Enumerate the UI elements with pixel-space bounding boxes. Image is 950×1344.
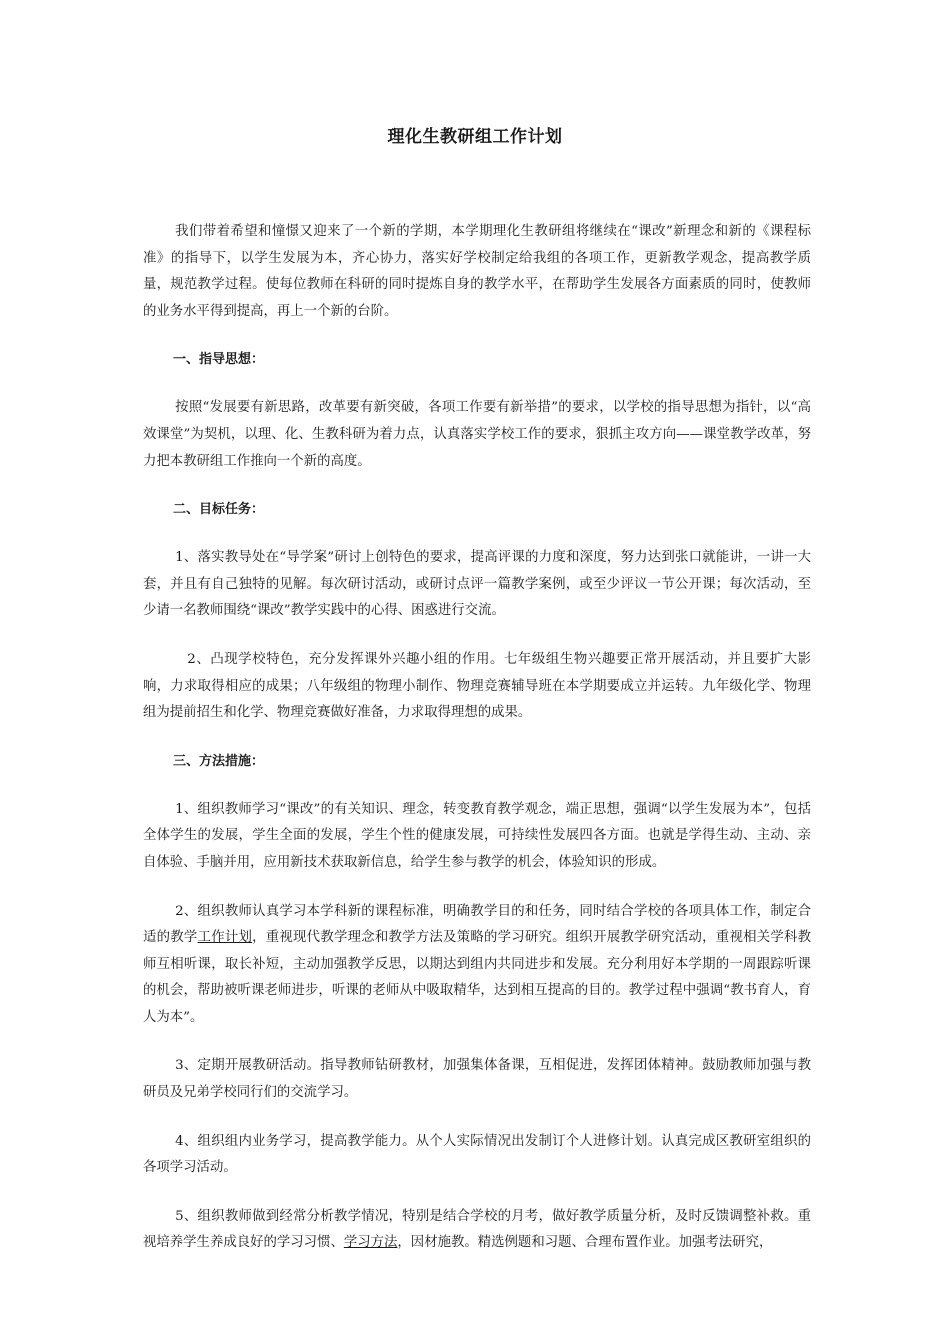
section-heading-goals: 二、目标任务： [173,502,265,518]
measure-item-4: 4、组织组内业务学习，提高教学能力。从个人实际情况出发制订个人进修计划。认真完成区教研室组织的各项学习活动。 [143,1133,811,1176]
document-title: 理化生教研组工作计划 [387,127,563,147]
intro-paragraph: 我们带着希望和憧憬又迎来了一个新的学期，本学期理化生教研组将继续在“课改”新理念和新的《课程标准》的指导下，以学生发展为本，齐心协力，落实好学校制定给我组的各项工作，更新教学观念，提高教学质量，规范教学过程。使每位教师在科研的同时提炼自身的教学水平，在帮助学生发展各方面素质的同时，使教师的业务水平得到提高，再上一个新的台阶。 [143,224,811,319]
measure-item-3: 3、定期开展教研活动。指导教师钻研教材，加强集体备课，互相促进，发挥团体精神。鼓励教师加强与教研员及兄弟学校同行们的交流学习。 [143,1058,811,1101]
measure-item-5-text-a: 5、组织教师做到经常分析教学情况，特别是结合学校的月考，做好教学质量分析，及时反馈调整补救。重视培养学生养成良好的学习习惯、 [143,1208,811,1251]
measure-item-2-text-a: 2、组织教师认真学习本学科新的课程标准，明确教学目的和任务，同时结合学校的各项具体工作，制定合适的教学 [143,903,811,946]
measure-item-5 [143,1204,811,1257]
section-heading-measures: 三、方法措施： [173,753,265,769]
measure-item-2 [143,899,811,1032]
goal-item-1: 1、落实教导处在“导学案”研讨上创特色的要求，提高评课的力度和深度，努力达到张口就能讲，一讲一大套，并且有自己独特的见解。每次研讨活动，或研讨点评一篇教学案例，或至少评议一节公开课；每次活动，至少请一名教师围绕“课改”教学实践中的心得、困惑进行交流。 [143,550,811,619]
learning-method-link[interactable]: 学习方法 [343,1235,398,1251]
measure-item-1: 1、组织教师学习“课改”的有关知识、理念，转变教育教学观念，端正思想，强调“以学生发展为本”，包括全体学生的发展，学生全面的发展，学生个性的健康发展，可持续性发展四各方面。也就是学得生动、主动、亲自体验、手脑并用，应用新技术获取新信息，给学生参与教学的机会，体验知识的形成。 [143,801,811,870]
work-plan-link[interactable]: 工作计划 [197,930,253,946]
section-heading-guiding-ideology: 一、指导思想： [173,352,265,368]
measure-item-2-text-b: ，重视现代教学理念和教学方法及策略的学习研究。组织开展教学研究活动，重视相关学科教师互相听课，取长补短，主动加强教学反思，以期达到组内共同进步和发展。充分利用好本学期的一周跟踪听课的机会，帮助被听课老师进步，听课的老师从中吸取精华，达到相互提高的目的。教学过程中强调“教书育人，育人为本”。 [143,930,812,1025]
measure-item-5-text-b: ，因材施教。精选例题和习题、合理布置作业。加强考法研究， [397,1235,773,1251]
guiding-ideology-paragraph: 按照“发展要有新思路，改革要有新突破，各项工作要有新举措”的要求，以学校的指导思想为指针，以“高效课堂”为契机，以理、化、生教科研为着力点，认真落实学校工作的要求，狠抓主攻方向——课堂教学改革，努力把本教研组工作推向一个新的高度。 [143,400,811,469]
document-body [143,219,811,1279]
goal-item-2: 2、凸现学校特色，充分发挥课外兴趣小组的作用。七年级组生物兴趣要正常开展活动，并且要扩大影响，力求取得相应的成果；八年级组的物理小制作、物理竞赛辅导班在本学期要成立并运转。九年级化学、物理组为提前招生和化学、物理竞赛做好准备，力求取得理想的成果。 [143,651,811,721]
